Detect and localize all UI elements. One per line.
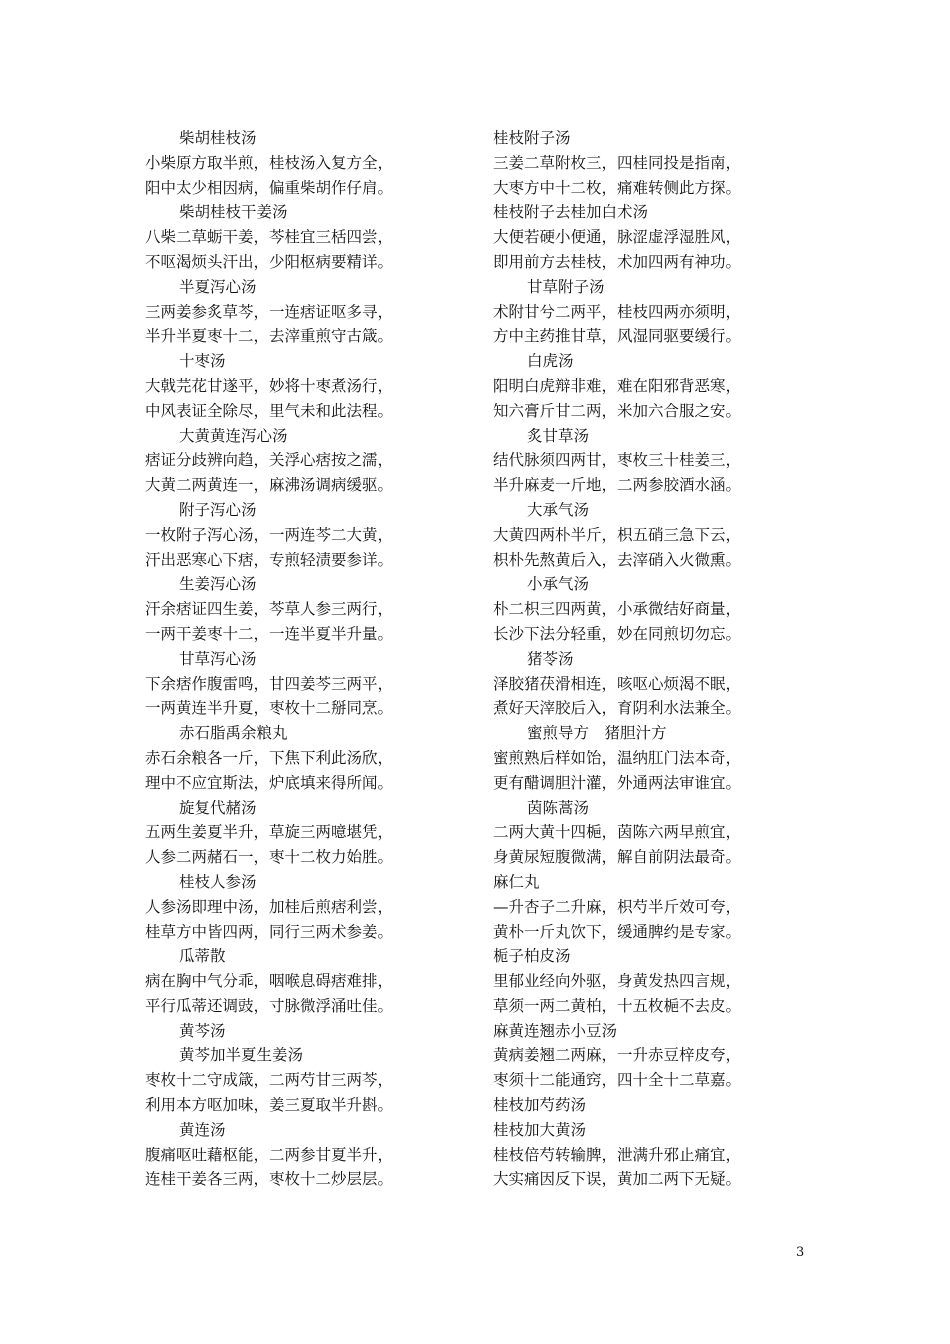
verse-line: 结代脉须四两甘，枣枚三十桂姜三，: [493, 451, 742, 470]
verse-line: 蜜煎熟后样如饴，温纳肛门法本奇，: [493, 748, 742, 767]
verse-line: 一两干姜枣十二，一连半夏半升量。: [145, 624, 394, 643]
verse-line: 桂草方中皆四两，同行三两术参姜。: [145, 922, 394, 941]
formula-title: 黄连汤: [179, 1120, 226, 1139]
verse-line: 八柴二草蛎干姜，芩桂宜三栝四尝，: [145, 228, 394, 247]
verse-line: 里郁业经向外驱，身黄发热四言规，: [493, 972, 742, 991]
verse-line: 大便若硬小便通，脉涩虚浮湿胜风，: [493, 228, 742, 247]
formula-title: 麻仁丸: [493, 872, 540, 891]
verse-line: 阳明白虎辩非难，难在阳邪背恶寒，: [493, 376, 742, 395]
formula-title: 猪苓汤: [527, 649, 574, 668]
verse-line: 阳中太少相因病，偏重柴胡作仔肩。: [145, 178, 394, 197]
formula-title: 茵陈蒿汤: [527, 798, 590, 817]
formula-title: 赤石脂禹余粮丸: [179, 724, 288, 743]
verse-line: 草须一两二黄柏，十五枚梔不去皮。: [493, 996, 742, 1015]
verse-line: 一两黄连半升夏，枣枚十二掰同烹。: [145, 699, 394, 718]
formula-title: 小承气汤: [527, 575, 590, 594]
formula-title: 半夏泻心汤: [179, 277, 257, 296]
formula-title: 十枣汤: [179, 352, 226, 371]
verse-line: 平行瓜蒂还调豉，寸脉微浮涌吐佳。: [145, 996, 394, 1015]
formula-title: 栀子柏皮汤: [493, 947, 571, 966]
verse-line: 一枚附子泻心汤，一两连芩二大黄，: [145, 525, 394, 544]
verse-line: 痞证分歧辨向趋，关浮心痞按之濡，: [145, 451, 394, 470]
verse-line: 病在胸中气分乖，咽喉息碍痞难排，: [145, 972, 394, 991]
verse-line: 二两大黄十四梔，茵陈六两早煎宜，: [493, 823, 742, 842]
formula-title: 甘草附子汤: [527, 277, 605, 296]
formula-title: 柴胡桂枝汤: [179, 129, 257, 147]
formula-title: 生姜泻心汤: [179, 575, 257, 594]
verse-line: 即用前方去桂枝，术加四两有神功。: [493, 252, 742, 271]
verse-line: —升杏子二升麻，枳芍半斤效可夸，: [493, 897, 742, 916]
verse-line: 三姜二草附枚三，四桂同投是指南，: [493, 153, 742, 172]
verse-line: 下余痞作腹雷鸣，甘四姜芩三两平，: [145, 674, 394, 693]
verse-line: 人参汤即理中汤，加桂后煎痞利尝，: [145, 897, 394, 916]
formula-title: 旋复代赭汤: [179, 798, 257, 817]
formula-title: 瓜蒂散: [179, 947, 226, 966]
formula-title: 大承气汤: [527, 500, 590, 519]
formula-title: 炙甘草汤: [527, 426, 590, 445]
verse-line: 大黄四两朴半斤，枳五硝三急下云，: [493, 525, 742, 544]
formula-title: 桂枝加大黄汤: [493, 1120, 587, 1139]
verse-line: 枳朴先熬黄后入，去滓硝入火微熏。: [493, 550, 742, 569]
formula-title: 蜜煎导方 猪胆汁方: [527, 724, 667, 743]
verse-line: 长沙下法分轻重，妙在同煎切勿忘。: [493, 624, 742, 643]
formula-title: 麻黄连翘赤小豆汤: [493, 1021, 618, 1040]
page-number: 3: [796, 1245, 805, 1260]
verse-line: 汗余痞证四生姜，芩草人参三两行，: [145, 600, 394, 619]
verse-line: 泽胶猪茯滑相连，咳呕心烦渴不眠，: [493, 674, 742, 693]
verse-line: 理中不应宜斯法，炉底填来得所闻。: [145, 773, 394, 792]
verse-line: 不呕渴烦头汗出，少阳枢病要精详。: [145, 252, 394, 271]
formula-title: 桂枝人参汤: [179, 872, 257, 891]
formula-title: 桂枝附子去桂加白术汤: [493, 203, 649, 222]
verse-line: 大实痛因反下误，黄加二两下无疑。: [493, 1170, 742, 1189]
verse-line: 三两姜参炙草芩，一连痞证呕多寻，: [145, 302, 394, 321]
right-column: [493, 126, 823, 1192]
verse-line: 术附甘兮二两平，桂枝四两亦须明，: [493, 302, 742, 321]
verse-line: 连桂干姜各三两，枣枚十二炒层层。: [145, 1170, 394, 1189]
verse-line: 身黄尿短腹微满，解自前阴法最奇。: [493, 848, 742, 867]
verse-line: 半升半夏枣十二，去滓重煎守古箴。: [145, 327, 394, 346]
verse-line: 赤石余粮各一斤，下焦下利此汤欣，: [145, 748, 394, 767]
verse-line: 利用本方呕加味，姜三夏取半升斟。: [145, 1096, 394, 1115]
verse-line: 桂枝倍芍转输脾，泄满升邪止痛宜，: [493, 1145, 742, 1164]
verse-line: 知六膏斤甘二两，米加六合服之安。: [493, 401, 742, 420]
verse-line: 枣须十二能通窍，四十全十二草嘉。: [493, 1071, 742, 1090]
verse-line: 方中主药推甘草，风湿同驱要缓行。: [493, 327, 742, 346]
verse-line: 汗出恶寒心下痞，专煎轻渍要参详。: [145, 550, 394, 569]
verse-line: 黄朴一斤丸饮下，缓通脾约是专家。: [493, 922, 742, 941]
verse-line: 五两生姜夏半升，草旋三两噫堪凭，: [145, 823, 394, 842]
verse-line: 腹痛呕吐藉枢能，二两参甘夏半升，: [145, 1145, 394, 1164]
formula-title: 甘草泻心汤: [179, 649, 257, 668]
verse-line: 小柴原方取半煎，桂枝汤入复方全，: [145, 153, 394, 172]
verse-line: 中风表证全除尽，里气未和此法程。: [145, 401, 394, 420]
formula-title: 黄芩加半夏生姜汤: [179, 1046, 304, 1065]
verse-line: 大黄二两黄连一，麻沸汤调病缓驱。: [145, 476, 394, 495]
verse-line: 人参二两赭石一，枣十二枚力始胜。: [145, 848, 394, 867]
verse-line: 半升麻麦一斤地，二两参胶酒水涵。: [493, 476, 742, 495]
formula-title: 白虎汤: [527, 352, 574, 371]
verse-line: 大戟芫花甘遂平，妙将十枣煮汤行，: [145, 376, 394, 395]
formula-title: 柴胡桂枝干姜汤: [179, 203, 288, 222]
formula-title: 桂枝附子汤: [493, 129, 571, 147]
formula-title: 黄芩汤: [179, 1021, 226, 1040]
verse-line: 枣枚十二守成箴，二两芍甘三两芩，: [145, 1071, 394, 1090]
verse-line: 黄病姜翘二两麻，一升赤豆梓皮夸，: [493, 1046, 742, 1065]
verse-line: 更有醋调胆汁灌，外通两法审谁宜。: [493, 773, 742, 792]
verse-line: 朴二枳三四两黄，小承微结好商量，: [493, 600, 742, 619]
verse-line: 煮好天滓胶后入，育阴利水法兼全。: [493, 699, 742, 718]
formula-title: 桂枝加芍药汤: [493, 1096, 587, 1115]
formula-title: 大黄黄连泻心汤: [179, 426, 288, 445]
formula-title: 附子泻心汤: [179, 500, 257, 519]
left-column: [145, 126, 465, 1192]
verse-line: 大枣方中十二枚，痛难转侧此方探。: [493, 178, 742, 197]
